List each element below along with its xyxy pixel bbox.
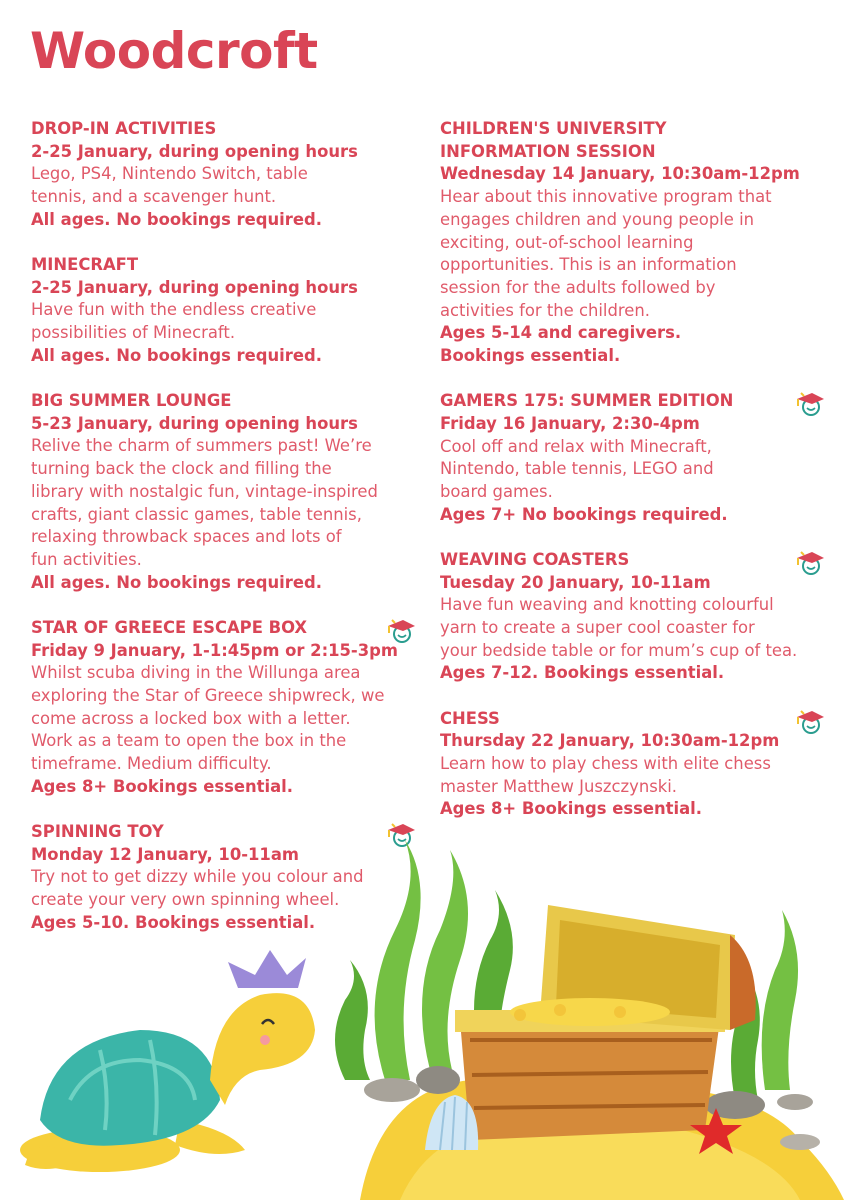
event-description: fun activities. — [31, 549, 142, 569]
graduation-cap-smiley-icon — [386, 617, 416, 645]
event-description: exploring the Star of Greece shipwreck, we — [31, 685, 385, 705]
event-description: crafts, giant classic games, table tennis, — [31, 504, 362, 524]
event-description: timeframe. Medium difficulty. — [31, 754, 272, 774]
event-booking-note: Ages 7-12. Bookings essential. — [440, 663, 725, 683]
event-title: DROP-IN ACTIVITIES — [31, 119, 217, 138]
event-date: 2-25 January, during opening hours — [31, 277, 358, 297]
event-date: Wednesday 14 January, 10:30am-12pm — [440, 164, 800, 184]
event-description: opportunities. This is an information — [440, 255, 737, 275]
event-description: Hear about this innovative program that — [440, 187, 772, 207]
turtle-with-crown — [20, 950, 315, 1172]
event-description: Work as a team to open the box in the — [31, 731, 347, 751]
event-description: your bedside table or for mum’s cup of tea. — [440, 640, 798, 660]
event-description: tennis, and a scavenger hunt. — [31, 187, 277, 207]
event-date: Thursday 22 January, 10:30am-12pm — [440, 731, 780, 751]
event-date: 5-23 January, during opening hours — [31, 413, 358, 433]
event-booking-note: All ages. No bookings required. — [31, 209, 322, 229]
graduation-cap-smiley-icon — [386, 821, 416, 849]
event-description: relaxing throwback spaces and lots of — [31, 527, 342, 547]
event-description: Try not to get dizzy while you colour and — [31, 867, 364, 887]
event-description: Cool off and relax with Minecraft, — [440, 436, 712, 456]
event-block — [440, 390, 825, 526]
treasure-chest — [455, 905, 756, 1140]
event-description: create your very own spinning wheel. — [31, 890, 340, 910]
event-title: SPINNING TOY — [31, 821, 164, 841]
event-booking-note: All ages. No bookings required. — [31, 572, 322, 592]
event-booking-note: Ages 7+ No bookings required. — [440, 504, 728, 524]
right-event-column — [440, 118, 825, 844]
event-booking-note: Bookings essential. — [440, 346, 621, 366]
event-date: 2-25 January, during opening hours — [31, 141, 358, 161]
event-title: STAR OF GREECE ESCAPE BOX — [31, 617, 308, 637]
graduation-cap-smiley-icon — [795, 390, 825, 418]
page-title: Woodcroft — [30, 22, 318, 80]
event-description: master Matthew Juszczynski. — [440, 776, 677, 796]
event-description: Lego, PS4, Nintendo Switch, table — [31, 164, 308, 184]
event-description: engages children and young people in — [440, 209, 755, 229]
event-title: BIG SUMMER LOUNGE — [31, 391, 232, 411]
left-event-column — [31, 118, 416, 957]
event-description: Whilst scuba diving in the Willunga area — [31, 663, 361, 683]
event-block — [31, 821, 416, 935]
event-block — [440, 118, 825, 368]
graduation-cap-smiley-icon — [795, 708, 825, 736]
event-description: Have fun with the endless creative — [31, 300, 317, 320]
event-description: exciting, out-of-school learning — [440, 232, 694, 252]
event-description: Learn how to play chess with elite chess — [440, 754, 771, 774]
event-booking-note: All ages. No bookings required. — [31, 345, 322, 365]
event-date: Tuesday 20 January, 10-11am — [440, 572, 711, 592]
event-block — [31, 617, 416, 799]
event-title: INFORMATION SESSION — [440, 141, 656, 161]
event-booking-note: Ages 8+ Bookings essential. — [31, 776, 294, 796]
event-booking-note: Ages 5-14 and caregivers. — [440, 323, 682, 343]
event-title: CHILDREN'S UNIVERSITY — [440, 119, 667, 138]
graduation-cap-smiley-icon — [795, 549, 825, 577]
event-date: Friday 16 January, 2:30-4pm — [440, 413, 700, 433]
seaweed-right — [731, 910, 798, 1100]
seashell — [425, 1095, 478, 1150]
event-description: turning back the clock and filling the — [31, 459, 332, 479]
event-title: MINECRAFT — [31, 255, 139, 275]
event-block — [31, 118, 416, 232]
starfish — [690, 1108, 742, 1154]
event-description: yarn to create a super cool coaster for — [440, 618, 755, 638]
event-date: Monday 12 January, 10-11am — [31, 844, 299, 864]
event-title: CHESS — [440, 708, 500, 728]
event-date: Friday 9 January, 1-1:45pm or 2:15-3pm — [31, 640, 398, 660]
event-description: possibilities of Minecraft. — [31, 323, 236, 343]
event-title: WEAVING COASTERS — [440, 549, 630, 569]
event-block — [31, 390, 416, 594]
event-description: activities for the children. — [440, 300, 650, 320]
event-description: session for the adults followed by — [440, 277, 716, 297]
event-booking-note: Ages 5-10. Bookings essential. — [31, 912, 316, 932]
event-description: come across a locked box with a letter. — [31, 708, 351, 728]
event-block — [440, 549, 825, 685]
event-description: board games. — [440, 482, 553, 502]
event-booking-note: Ages 8+ Bookings essential. — [440, 799, 703, 819]
event-description: Relive the charm of summers past! We’re — [31, 436, 372, 456]
event-title: GAMERS 175: SUMMER EDITION — [440, 391, 734, 411]
event-description: Nintendo, table tennis, LEGO and — [440, 459, 714, 479]
event-block — [31, 254, 416, 368]
event-description: Have fun weaving and knotting colourful — [440, 595, 774, 615]
event-description: library with nostalgic fun, vintage-inspired — [31, 481, 378, 501]
event-block — [440, 708, 825, 822]
sand-mound — [360, 1071, 844, 1200]
